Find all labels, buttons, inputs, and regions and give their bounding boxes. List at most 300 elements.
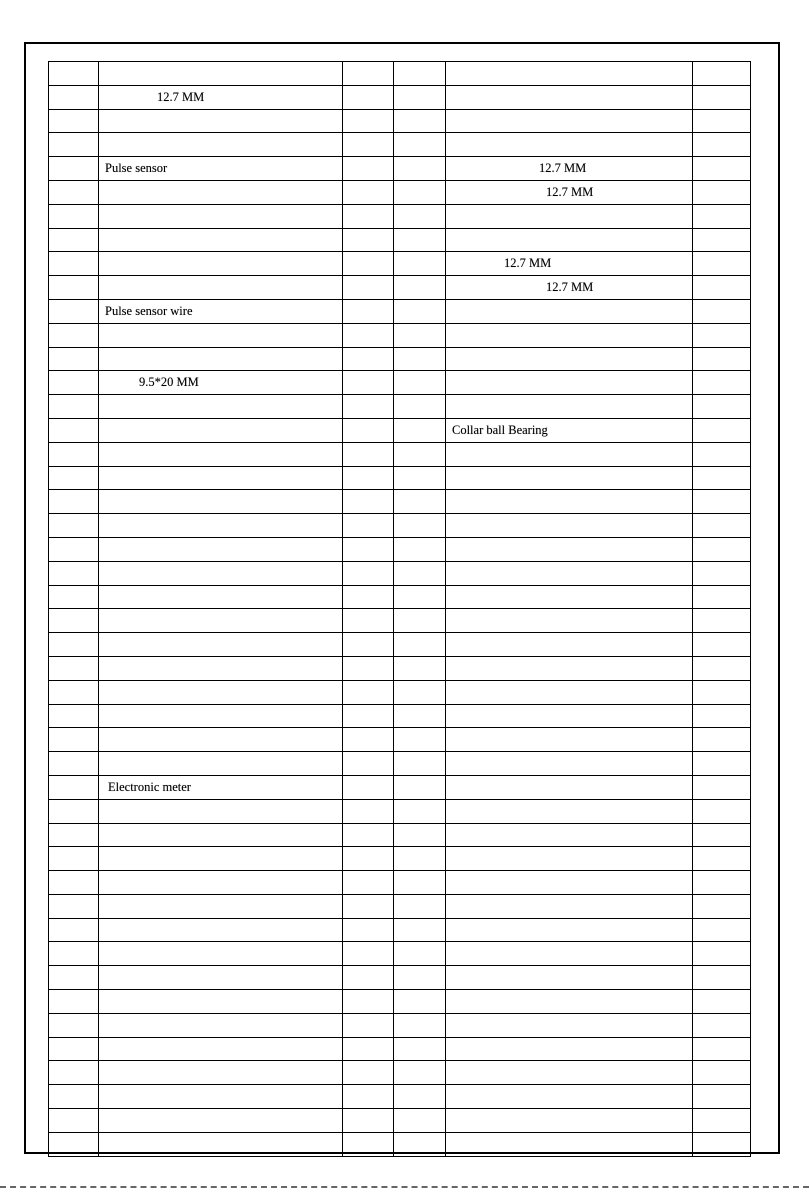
table-cell-qty-left (343, 252, 394, 276)
table-cell-desc-right (446, 990, 693, 1014)
table-cell-no-right (394, 775, 446, 799)
table-cell-no-right (394, 490, 446, 514)
table-cell-desc-left (99, 633, 343, 657)
table-cell-desc-right (446, 395, 693, 419)
table-cell-no-right (394, 299, 446, 323)
table-cell-qty-right (693, 1132, 751, 1156)
parts-list-table (48, 61, 751, 1157)
table-cell-desc-left (99, 1037, 343, 1061)
table-row (49, 847, 751, 871)
table-cell-desc-left (99, 680, 343, 704)
table-cell-qty-left (343, 1132, 394, 1156)
table-cell-desc-right (446, 299, 693, 323)
table-row (49, 656, 751, 680)
table-cell-qty-right (693, 1013, 751, 1037)
table-cell-no-left (49, 894, 99, 918)
table-cell-desc-right (446, 585, 693, 609)
table-cell-desc-left (99, 276, 343, 300)
table-cell-desc-right (446, 1109, 693, 1133)
table-cell-no-left (49, 966, 99, 990)
table-cell-qty-left (343, 514, 394, 538)
table-row (49, 1132, 751, 1156)
table-cell-no-left (49, 561, 99, 585)
table-header-row (49, 62, 751, 86)
table-cell-no-right (394, 466, 446, 490)
table-cell-desc-left (99, 1132, 343, 1156)
table-cell-desc-right (446, 752, 693, 776)
table-row (49, 728, 751, 752)
table-cell-desc-right (446, 680, 693, 704)
table-cell-no-left (49, 609, 99, 633)
table-row (49, 299, 751, 323)
table-row (49, 942, 751, 966)
table-row (49, 252, 751, 276)
table-cell-no-right (394, 418, 446, 442)
table-cell-qty-left (343, 633, 394, 657)
table-cell-no-left (49, 180, 99, 204)
table-cell-no-right (394, 1037, 446, 1061)
table-cell-desc-right (446, 466, 693, 490)
table-row (49, 775, 751, 799)
table-cell-qty-right (693, 752, 751, 776)
table-cell-qty-right (693, 704, 751, 728)
table-cell-no-left (49, 418, 99, 442)
table-cell-desc-left (99, 752, 343, 776)
table-cell-desc-left (99, 442, 343, 466)
table-cell-no-right (394, 347, 446, 371)
table-cell-desc-right (446, 85, 693, 109)
table-cell-desc-left (99, 418, 343, 442)
table-row (49, 918, 751, 942)
table-cell-no-right (394, 228, 446, 252)
table-cell-qty-right (693, 585, 751, 609)
table-cell-no-right (394, 871, 446, 895)
table-cell-no-right (394, 276, 446, 300)
table-cell-qty-right (693, 775, 751, 799)
table-cell-qty-right (693, 1085, 751, 1109)
table-cell-no-right (394, 752, 446, 776)
table-cell-desc-left (99, 228, 343, 252)
table-cell-qty-left (343, 62, 394, 86)
table-row (49, 347, 751, 371)
table-cell-qty-right (693, 466, 751, 490)
table-cell-qty-right (693, 871, 751, 895)
table-cell-no-left (49, 633, 99, 657)
table-cell-desc-right (446, 942, 693, 966)
table-cell-desc-right (446, 62, 693, 86)
table-cell-no-right (394, 109, 446, 133)
table-cell-no-left (49, 1085, 99, 1109)
table-row (49, 752, 751, 776)
table-cell-desc-right (446, 1061, 693, 1085)
table-cell-no-right (394, 656, 446, 680)
table-cell-desc-left (99, 704, 343, 728)
table-cell-qty-right (693, 62, 751, 86)
table-cell-desc-right (446, 347, 693, 371)
table-row (49, 395, 751, 419)
table-cell-no-left (49, 157, 99, 181)
table-row (49, 633, 751, 657)
table-cell-desc-left (99, 466, 343, 490)
table-cell-no-left (49, 1037, 99, 1061)
table-cell-desc-right (446, 276, 693, 300)
table-row (49, 990, 751, 1014)
table-row (49, 561, 751, 585)
table-cell-desc-left (99, 157, 343, 181)
table-cell-desc-left (99, 180, 343, 204)
table-cell-no-right (394, 990, 446, 1014)
table-cell-desc-right (446, 656, 693, 680)
table-cell-desc-right (446, 490, 693, 514)
table-row (49, 157, 751, 181)
table-cell-desc-right (446, 704, 693, 728)
table-cell-qty-left (343, 418, 394, 442)
table-cell-no-left (49, 109, 99, 133)
table-cell-desc-right (446, 133, 693, 157)
table-cell-qty-right (693, 395, 751, 419)
table-row (49, 823, 751, 847)
table-row (49, 585, 751, 609)
table-cell-no-right (394, 323, 446, 347)
table-row (49, 466, 751, 490)
table-cell-qty-right (693, 609, 751, 633)
table-cell-qty-right (693, 537, 751, 561)
table-cell-desc-right (446, 323, 693, 347)
table-cell-qty-left (343, 704, 394, 728)
table-cell-no-left (49, 1013, 99, 1037)
table-cell-desc-right (446, 537, 693, 561)
table-cell-desc-right (446, 371, 693, 395)
table-cell-qty-left (343, 609, 394, 633)
part-description: 12.7 MM (546, 184, 594, 199)
table-cell-no-left (49, 347, 99, 371)
table-cell-qty-left (343, 728, 394, 752)
table-cell-no-left (49, 871, 99, 895)
table-cell-desc-right (446, 799, 693, 823)
table-cell-no-right (394, 252, 446, 276)
table-cell-qty-right (693, 990, 751, 1014)
table-cell-no-right (394, 1013, 446, 1037)
table-cell-desc-left (99, 204, 343, 228)
table-cell-no-left (49, 585, 99, 609)
table-cell-no-right (394, 157, 446, 181)
table-cell-no-left (49, 514, 99, 538)
table-cell-no-right (394, 728, 446, 752)
table-cell-qty-left (343, 395, 394, 419)
table-row (49, 609, 751, 633)
table-cell-qty-right (693, 347, 751, 371)
table-row (49, 276, 751, 300)
table-cell-qty-left (343, 371, 394, 395)
table-cell-no-left (49, 85, 99, 109)
table-cell-desc-right (446, 823, 693, 847)
table-cell-no-right (394, 704, 446, 728)
table-cell-desc-right (446, 514, 693, 538)
table-cell-qty-left (343, 276, 394, 300)
table-row (49, 371, 751, 395)
table-cell-qty-right (693, 1037, 751, 1061)
table-row (49, 704, 751, 728)
table-cell-desc-right (446, 228, 693, 252)
table-cell-qty-left (343, 133, 394, 157)
table-cell-no-left (49, 942, 99, 966)
table-cell-qty-right (693, 942, 751, 966)
table-cell-no-left (49, 775, 99, 799)
table-cell-desc-left (99, 1085, 343, 1109)
table-cell-desc-left (99, 799, 343, 823)
part-description: 9.5*20 MM (139, 375, 199, 390)
table-cell-desc-right (446, 894, 693, 918)
table-cell-no-left (49, 990, 99, 1014)
table-cell-desc-right (446, 633, 693, 657)
table-cell-no-right (394, 561, 446, 585)
table-cell-desc-left (99, 966, 343, 990)
table-cell-no-right (394, 609, 446, 633)
table-cell-desc-right (446, 180, 693, 204)
table-cell-desc-left (99, 847, 343, 871)
table-cell-desc-left (99, 395, 343, 419)
page-bottom-edge (0, 1186, 809, 1188)
table-row (49, 1085, 751, 1109)
table-row (49, 442, 751, 466)
table-cell-no-right (394, 847, 446, 871)
table-cell-no-left (49, 252, 99, 276)
table-cell-qty-right (693, 728, 751, 752)
table-row (49, 1013, 751, 1037)
table-cell-no-right (394, 395, 446, 419)
table-cell-qty-right (693, 204, 751, 228)
table-cell-no-right (394, 514, 446, 538)
table-cell-desc-left (99, 942, 343, 966)
table-cell-qty-left (343, 561, 394, 585)
table-row (49, 537, 751, 561)
table-cell-qty-left (343, 466, 394, 490)
table-cell-desc-left (99, 252, 343, 276)
table-cell-desc-left (99, 609, 343, 633)
table-cell-desc-left (99, 1061, 343, 1085)
table-cell-desc-left (99, 299, 343, 323)
table-cell-no-left (49, 799, 99, 823)
table-cell-desc-left (99, 990, 343, 1014)
table-cell-qty-left (343, 680, 394, 704)
table-row (49, 966, 751, 990)
table-cell-desc-right (446, 1037, 693, 1061)
table-cell-desc-right (446, 1085, 693, 1109)
table-cell-qty-right (693, 1061, 751, 1085)
table-cell-qty-left (343, 894, 394, 918)
table-cell-desc-left (99, 775, 343, 799)
table-cell-no-right (394, 918, 446, 942)
table-cell-no-right (394, 585, 446, 609)
table-cell-desc-left (99, 1013, 343, 1037)
table-cell-qty-right (693, 847, 751, 871)
table-cell-qty-left (343, 180, 394, 204)
table-cell-desc-left (99, 561, 343, 585)
table-cell-qty-right (693, 514, 751, 538)
table-cell-no-right (394, 942, 446, 966)
table-cell-qty-left (343, 299, 394, 323)
table-cell-no-right (394, 180, 446, 204)
table-cell-no-left (49, 371, 99, 395)
table-cell-qty-left (343, 585, 394, 609)
table-cell-no-right (394, 680, 446, 704)
table-row (49, 799, 751, 823)
table-cell-no-right (394, 966, 446, 990)
table-row (49, 133, 751, 157)
table-row (49, 85, 751, 109)
table-cell-qty-left (343, 228, 394, 252)
table-cell-qty-left (343, 1109, 394, 1133)
table-row (49, 514, 751, 538)
table-cell-qty-right (693, 1109, 751, 1133)
table-cell-qty-right (693, 228, 751, 252)
table-cell-qty-left (343, 1013, 394, 1037)
table-row (49, 1037, 751, 1061)
table-cell-qty-right (693, 276, 751, 300)
table-cell-qty-right (693, 418, 751, 442)
table-cell-no-left (49, 490, 99, 514)
table-cell-no-left (49, 752, 99, 776)
table-cell-qty-right (693, 157, 751, 181)
table-cell-qty-right (693, 490, 751, 514)
table-cell-desc-left (99, 109, 343, 133)
table-cell-no-left (49, 728, 99, 752)
table-cell-desc-left (99, 62, 343, 86)
table-cell-qty-left (343, 347, 394, 371)
table-cell-qty-right (693, 442, 751, 466)
table-cell-no-right (394, 537, 446, 561)
table-cell-qty-right (693, 656, 751, 680)
table-row (49, 490, 751, 514)
table-cell-qty-right (693, 109, 751, 133)
table-cell-desc-right (446, 1132, 693, 1156)
table-cell-desc-right (446, 418, 693, 442)
table-cell-qty-left (343, 990, 394, 1014)
table-cell-no-right (394, 799, 446, 823)
table-cell-no-left (49, 847, 99, 871)
table-cell-no-left (49, 323, 99, 347)
table-cell-no-left (49, 299, 99, 323)
table-cell-qty-right (693, 918, 751, 942)
table-cell-desc-left (99, 85, 343, 109)
table-cell-desc-left (99, 871, 343, 895)
table-cell-desc-right (446, 1013, 693, 1037)
table-cell-qty-right (693, 252, 751, 276)
table-cell-desc-left (99, 918, 343, 942)
table-cell-desc-left (99, 656, 343, 680)
table-cell-desc-right (446, 871, 693, 895)
table-cell-no-left (49, 918, 99, 942)
part-description: Collar ball Bearing (452, 422, 548, 437)
table-cell-qty-left (343, 752, 394, 776)
table-cell-qty-right (693, 323, 751, 347)
table-cell-qty-left (343, 1085, 394, 1109)
table-row (49, 323, 751, 347)
table-cell-desc-right (446, 728, 693, 752)
table-cell-qty-left (343, 323, 394, 347)
table-cell-desc-left (99, 537, 343, 561)
table-cell-qty-left (343, 1037, 394, 1061)
table-cell-qty-left (343, 537, 394, 561)
table-row (49, 204, 751, 228)
table-cell-qty-left (343, 109, 394, 133)
table-cell-no-right (394, 823, 446, 847)
table-cell-qty-right (693, 823, 751, 847)
table-cell-desc-right (446, 609, 693, 633)
table-cell-no-left (49, 656, 99, 680)
table-cell-qty-right (693, 85, 751, 109)
part-description: 12.7 MM (157, 89, 205, 104)
part-description: 12.7 MM (539, 161, 587, 176)
table-cell-desc-right (446, 775, 693, 799)
table-cell-no-left (49, 133, 99, 157)
table-cell-qty-right (693, 799, 751, 823)
table-row (49, 1061, 751, 1085)
part-description: Pulse sensor (105, 161, 168, 176)
table-cell-no-left (49, 1132, 99, 1156)
table-cell-desc-right (446, 204, 693, 228)
table-cell-no-left (49, 1061, 99, 1085)
table-cell-no-left (49, 823, 99, 847)
table-cell-desc-left (99, 371, 343, 395)
table-cell-no-right (394, 442, 446, 466)
table-cell-no-right (394, 85, 446, 109)
table-cell-qty-right (693, 561, 751, 585)
table-cell-no-right (394, 1061, 446, 1085)
table-cell-qty-right (693, 299, 751, 323)
part-description: 12.7 MM (504, 256, 552, 271)
table-cell-qty-left (343, 157, 394, 181)
table-cell-qty-left (343, 490, 394, 514)
table-cell-qty-left (343, 847, 394, 871)
table-cell-desc-left (99, 728, 343, 752)
table-cell-no-left (49, 704, 99, 728)
table-cell-desc-right (446, 157, 693, 181)
table-cell-qty-left (343, 942, 394, 966)
table-cell-no-right (394, 894, 446, 918)
table-cell-desc-left (99, 490, 343, 514)
table-cell-no-left (49, 442, 99, 466)
table-cell-qty-right (693, 180, 751, 204)
table-cell-desc-left (99, 514, 343, 538)
table-cell-no-left (49, 204, 99, 228)
table-cell-qty-left (343, 775, 394, 799)
table-cell-qty-left (343, 799, 394, 823)
table-row (49, 418, 751, 442)
table-cell-desc-left (99, 894, 343, 918)
table-cell-desc-right (446, 561, 693, 585)
table-row (49, 680, 751, 704)
table-cell-no-right (394, 62, 446, 86)
table-cell-qty-right (693, 371, 751, 395)
table-cell-desc-left (99, 323, 343, 347)
table-cell-no-left (49, 680, 99, 704)
table-cell-desc-left (99, 585, 343, 609)
table-cell-no-left (49, 276, 99, 300)
table-cell-no-right (394, 633, 446, 657)
table-cell-qty-right (693, 894, 751, 918)
table-cell-desc-left (99, 347, 343, 371)
table-cell-desc-right (446, 918, 693, 942)
table-cell-desc-left (99, 1109, 343, 1133)
table-cell-no-right (394, 1109, 446, 1133)
table-cell-qty-right (693, 633, 751, 657)
table-cell-qty-right (693, 680, 751, 704)
table-cell-no-left (49, 537, 99, 561)
table-row (49, 228, 751, 252)
table-row (49, 1109, 751, 1133)
table-cell-no-left (49, 466, 99, 490)
